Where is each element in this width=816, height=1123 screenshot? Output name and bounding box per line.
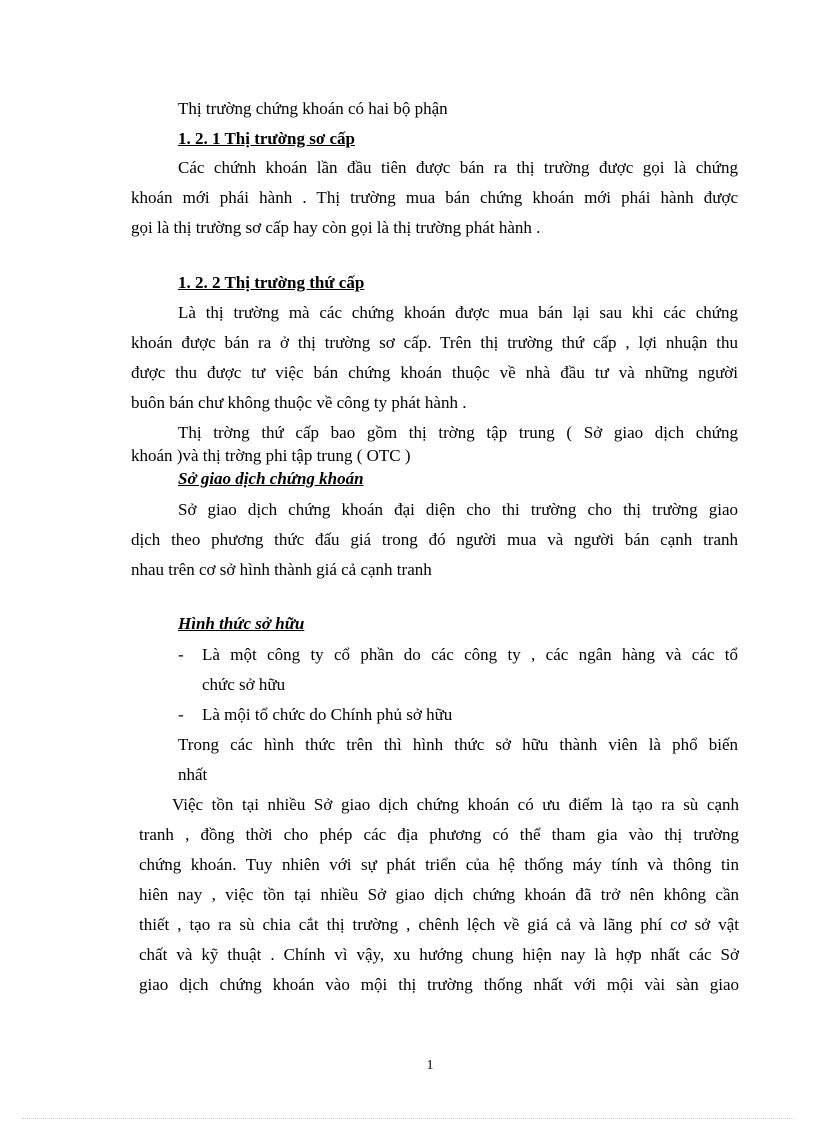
bullet-dash: - (178, 645, 184, 664)
list-item-continuation: chức sở hữu (202, 675, 286, 694)
text-line: khoán được bán ra ở thị trường sơ cấp. Trên thị trường thứ cấp , lợi nhuận thu (131, 333, 738, 352)
list-item: Là mội tổ chức do Chính phủ sở hữu (202, 705, 453, 724)
text-line: Là thị trường mà các chứng khoán được mua bán lại sau khi các chứng (178, 303, 738, 322)
text-line: gọi là thị trường sơ cấp hay còn gọi là thị trường phát hành . (131, 218, 541, 237)
heading-stock-exchange: Sở giao dịch chứng khoán (178, 469, 364, 488)
text-line: nhất (178, 765, 208, 784)
text-line: Trong các hình thức trên thì hình thức sở hữu thành viên là phổ biến (178, 735, 738, 754)
text-line: dịch theo phương thức đấu giá trong đó người mua và người bán cạnh tranh (131, 530, 738, 549)
page-number: 1 (426, 1058, 434, 1073)
text-line: hiên nay , việc tồn tại nhiều Sở giao dịch chứng khoán đã trở nên không cần (139, 885, 739, 904)
text-line: thiết , tạo ra sù chia cắt thị trường , chênh lệch về giá cả và lãng phí cơ sở vật (139, 915, 739, 934)
text-line: khoán )và thị trờng phi tập trung ( OTC ) (131, 446, 411, 465)
text-line: Việc tồn tại nhiều Sở giao dịch chứng khoán có ưu điểm là tạo ra sù cạnh (172, 795, 739, 814)
text-line: Các chứnh khoán lần đầu tiên được bán ra thị trường được gọi là chứng (178, 158, 738, 177)
text-line: chất và kỹ thuật . Chính vì vậy, xu hướng chung hiện nay là hợp nhất các Sở (139, 945, 739, 964)
text-line: tranh , đồng thời cho phép các địa phương có thể tham gia vào thị trường (139, 825, 739, 844)
text-line: giao dịch chứng khoán vào mội thị trường thống nhất với mội vài sàn giao (139, 975, 739, 994)
text-line: được thu được tư việc bán chứng khoán thuộc về nhà đầu tư và những người (131, 363, 738, 382)
page-bottom-border (22, 1118, 794, 1119)
text-line: chứng khoán. Tuy nhiên với sự phát triển của hệ thống máy tính và thông tin (139, 855, 739, 874)
text-line: khoán mới phái hành . Thị trường mua bán chứng khoán mới phái hành được (131, 188, 738, 207)
bullet-dash: - (178, 705, 184, 724)
text-line: Sở giao dịch chứng khoán đại diện cho thi trường cho thị trường giao (178, 500, 738, 519)
text-line: buôn bán chư không thuộc về công ty phát hành . (131, 393, 467, 412)
heading-secondary-market: 1. 2. 2 Thị trường thứ cấp (178, 273, 365, 292)
text-line: nhau trên cơ sở hình thành giá cả cạnh tranh (131, 560, 432, 579)
text-line: Thị trờng thứ cấp bao gồm thị trờng tập trung ( Sở giao dịch chứng (178, 423, 738, 442)
heading-primary-market: 1. 2. 1 Thị trường sơ cấp (178, 129, 356, 148)
text-line: Thị trường chứng khoán có hai bộ phận (178, 99, 448, 118)
list-item: Là một công ty cổ phần do các công ty , các ngân hàng và các tổ (202, 645, 738, 664)
heading-ownership-forms: Hình thức sở hữu (178, 614, 305, 633)
